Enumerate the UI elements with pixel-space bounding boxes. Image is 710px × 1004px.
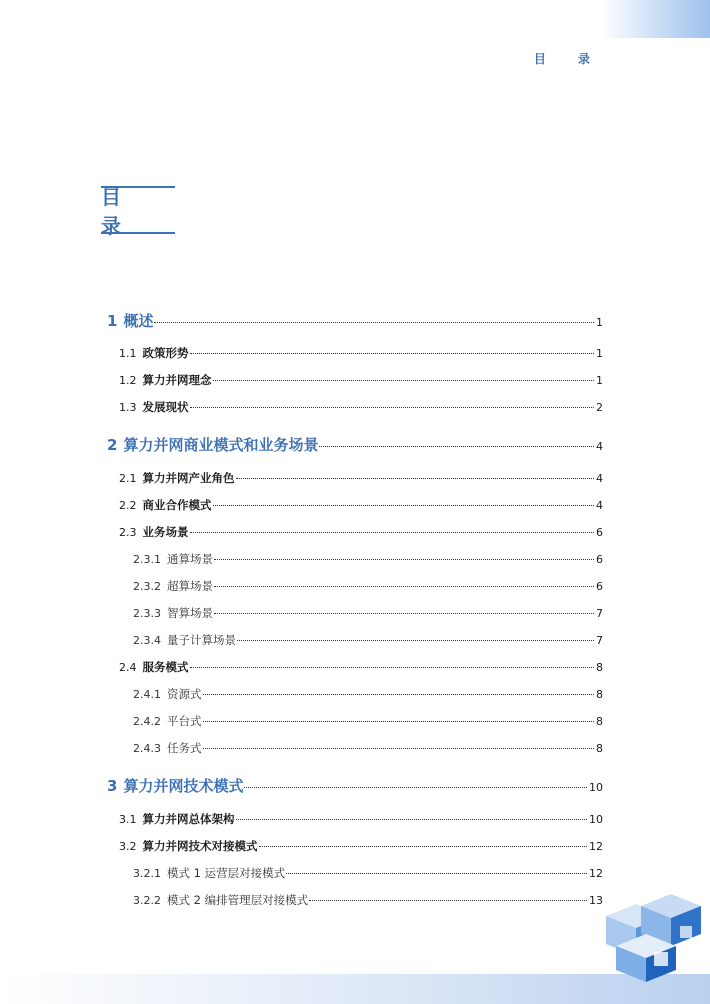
toc-entry-2-3-3[interactable]: [133, 605, 603, 621]
toc-entry-2-3-2[interactable]: [133, 578, 603, 594]
dot-leader: [236, 819, 588, 820]
toc-entry-title: 商业合作模式: [142, 498, 212, 512]
dot-leader: [259, 846, 588, 847]
toc-entry-title: 政策形势: [142, 346, 189, 360]
dot-leader: [214, 586, 594, 587]
toc-entry-1[interactable]: [107, 310, 603, 331]
toc-entry-title: 量子计算场景: [167, 633, 236, 647]
toc-entry-number: 3: [107, 777, 118, 795]
dot-leader: [190, 353, 595, 354]
toc-entry-2-4-1[interactable]: [133, 686, 603, 702]
toc-entry-page: 12: [589, 840, 603, 853]
toc-entry-number: 2.4.2: [133, 715, 161, 728]
dot-leader: [203, 694, 595, 695]
dot-leader: [214, 559, 594, 560]
toc-entry-title: 概述: [123, 312, 154, 330]
toc-entry-title: 算力并网理念: [142, 373, 212, 387]
toc-entry-title: 平台式: [167, 714, 202, 728]
toc-entry-page: 4: [596, 472, 603, 485]
toc-entry-page: 6: [596, 580, 603, 593]
toc-entry-number: 1.2: [119, 374, 137, 387]
toc-title-box: [101, 185, 175, 238]
cube-logo-icon: [596, 886, 706, 984]
corner-gradient-decoration: [600, 0, 710, 38]
toc-entry-number: 2.2: [119, 499, 137, 512]
dot-leader: [190, 407, 595, 408]
running-header: 目 录: [533, 52, 604, 66]
dot-leader: [244, 787, 587, 788]
toc-entry-2-2[interactable]: [119, 497, 603, 513]
toc-entry-2-4-3[interactable]: [133, 740, 603, 756]
toc-entry-2-3-1[interactable]: [133, 551, 603, 567]
toc-entry-number: 3.2.2: [133, 894, 161, 907]
toc-entry-title: 发展现状: [142, 400, 189, 414]
dot-leader: [213, 505, 595, 506]
toc-entry-title: 任务式: [167, 741, 202, 755]
toc-entry-number: 1.3: [119, 401, 137, 414]
dot-leader: [236, 478, 595, 479]
toc-entry-2-3[interactable]: [119, 524, 603, 540]
toc-entry-page: 1: [596, 374, 603, 387]
toc-entry-number: 1: [107, 312, 118, 330]
toc-entry-title: 服务模式: [142, 660, 189, 674]
toc-entry-title: 算力并网商业模式和业务场景: [123, 436, 319, 454]
toc-entry-title: 模式 2 编排管理层对接模式: [167, 893, 309, 907]
toc-entry-title: 算力并网产业角色: [142, 471, 235, 485]
toc-entry-title: 算力并网技术模式: [123, 777, 244, 795]
dot-leader: [203, 721, 595, 722]
toc-entry-2-4[interactable]: [119, 659, 603, 675]
toc-entry-title: 算力并网总体架构: [142, 812, 235, 826]
toc-entry-number: 2.4.1: [133, 688, 161, 701]
dot-leader: [190, 667, 595, 668]
toc-entry-page: 8: [596, 742, 603, 755]
toc-entry-page: 4: [596, 499, 603, 512]
dot-leader: [309, 900, 587, 901]
toc-entry-page: 6: [596, 526, 603, 539]
toc-entry-number: 3.2.1: [133, 867, 161, 880]
toc-entry-page: 7: [596, 634, 603, 647]
toc-entry-title: 算力并网技术对接模式: [142, 839, 258, 853]
toc-entry-2[interactable]: [107, 434, 603, 455]
toc-entry-number: 3.1: [119, 813, 137, 826]
toc-entry-page: 6: [596, 553, 603, 566]
toc-entry-number: 2.4.3: [133, 742, 161, 755]
toc-title: 目 录: [101, 185, 135, 238]
dot-leader: [214, 613, 594, 614]
toc-entry-2-1[interactable]: [119, 470, 603, 486]
toc-entry-number: 2.3.3: [133, 607, 161, 620]
dot-leader: [286, 873, 587, 874]
toc-entry-3[interactable]: [107, 775, 603, 796]
toc-entry-page: 8: [596, 661, 603, 674]
toc-entry-page: 10: [589, 813, 603, 826]
toc-entry-number: 2.1: [119, 472, 137, 485]
toc-entry-page: 4: [596, 440, 603, 453]
dot-leader: [203, 748, 595, 749]
toc-entry-page: 8: [596, 688, 603, 701]
toc-entry-page: 12: [589, 867, 603, 880]
toc-entry-3-2-2[interactable]: [133, 892, 603, 908]
dot-leader: [154, 322, 594, 323]
toc-entry-1-1[interactable]: [119, 345, 603, 361]
toc-entry-page: 8: [596, 715, 603, 728]
toc-entry-page: 2: [596, 401, 603, 414]
toc-entry-title: 通算场景: [167, 552, 213, 566]
toc-entry-number: 2.3.4: [133, 634, 161, 647]
toc-entry-title: 模式 1 运营层对接模式: [167, 866, 286, 880]
dot-leader: [319, 446, 594, 447]
dot-leader: [213, 380, 595, 381]
toc-entry-number: 2.4: [119, 661, 137, 674]
toc-entry-number: 2: [107, 436, 118, 454]
toc-entry-number: 3.2: [119, 840, 137, 853]
toc-entry-title: 超算场景: [167, 579, 213, 593]
toc-entry-number: 2.3: [119, 526, 137, 539]
toc-entry-1-3[interactable]: [119, 399, 603, 415]
toc-entry-3-2-1[interactable]: [133, 865, 603, 881]
toc-entry-page: 10: [589, 781, 603, 794]
toc-entry-title: 业务场景: [142, 525, 189, 539]
toc-entry-page: 1: [596, 316, 603, 329]
toc-entry-page: 7: [596, 607, 603, 620]
dot-leader: [237, 640, 594, 641]
toc-entry-number: 1.1: [119, 347, 137, 360]
toc-entry-page: 13: [589, 894, 603, 907]
toc-entry-1-2[interactable]: [119, 372, 603, 388]
toc-entry-title: 资源式: [167, 687, 202, 701]
toc-entry-title: 智算场景: [167, 606, 213, 620]
toc-entry-3-1[interactable]: [119, 811, 603, 827]
toc-entry-number: 2.3.1: [133, 553, 161, 566]
toc-entry-2-4-2[interactable]: [133, 713, 603, 729]
toc-entry-2-3-4[interactable]: [133, 632, 603, 648]
toc-entry-3-2[interactable]: [119, 838, 603, 854]
toc-entry-page: 1: [596, 347, 603, 360]
toc-entry-number: 2.3.2: [133, 580, 161, 593]
dot-leader: [190, 532, 595, 533]
